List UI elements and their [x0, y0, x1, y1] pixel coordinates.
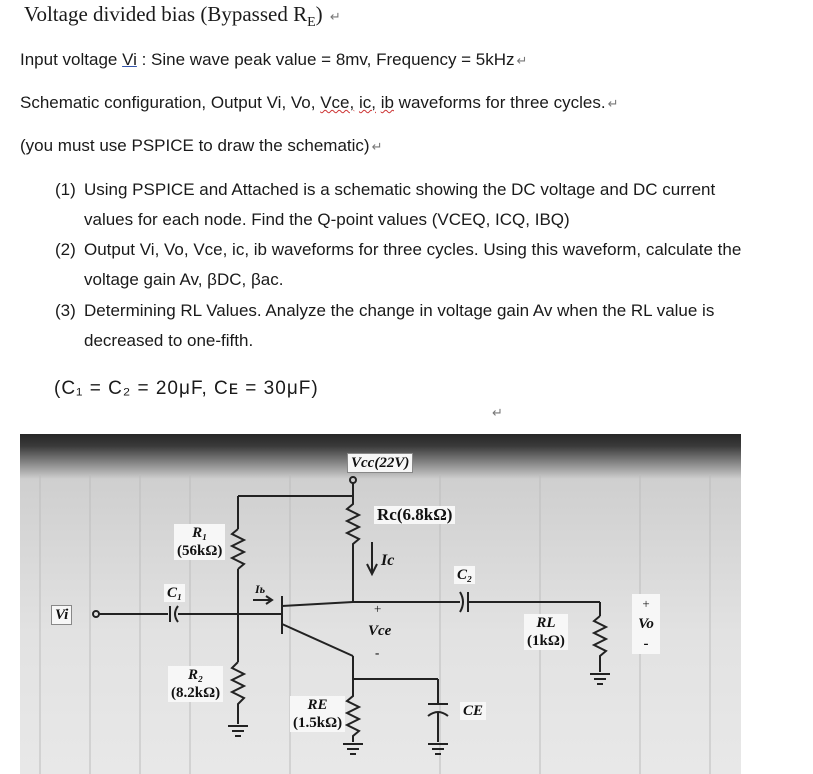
re-label: RE (1.5kΩ) [290, 696, 345, 732]
pspice-note-line [20, 136, 383, 156]
question-text: Determining RL Values. Analyze the change in voltage gain Av when the RL value is decreased to one-fifth. [84, 301, 715, 350]
question-number: (2) [55, 240, 76, 259]
line1-vi: Vi [122, 50, 137, 69]
vi-label: Vi [51, 605, 72, 625]
ce-label: CE [460, 702, 486, 720]
question-number: (3) [55, 301, 76, 320]
line1-suffix: : Sine wave peak value = 8mv, Frequency = 5kHz [136, 50, 515, 69]
return-icon: ↵ [516, 53, 528, 68]
title-subscript: E [307, 15, 316, 31]
vce-plus: + [374, 601, 382, 616]
capacitor-values: (C₁ = C₂ = 20μF, Cᴇ = 30μF) [54, 378, 319, 399]
ib-label: Iь [255, 582, 266, 596]
c2-label: C₂ [454, 566, 475, 584]
return-icon: ↵ [607, 96, 619, 111]
vce-minus: - [375, 645, 380, 660]
rc-label: Rc(6.8kΩ) [374, 506, 455, 524]
input-voltage-line [20, 50, 527, 70]
question-1 [55, 175, 755, 235]
c1-label: C₁ [164, 584, 185, 602]
line2-suffix: waveforms for three cycles. [393, 93, 606, 112]
question-text: Using PSPICE and Attached is a schematic showing the DC voltage and DC current values for each node. Find the Q-point values (VCEQ, ICQ, IBQ) [84, 180, 716, 229]
rl-label: RL (1kΩ) [524, 614, 568, 650]
return-icon: ↵ [371, 139, 383, 154]
schematic-photo [20, 434, 741, 774]
ic-label: Ic [381, 552, 395, 569]
line2-vce: Vce, [320, 93, 355, 112]
r2-label: R₂ (8.2kΩ) [168, 666, 223, 702]
vce-label: Vce [368, 623, 392, 639]
vo-label: + Vo - [632, 594, 660, 654]
r1-label: R₁ (56kΩ) [174, 524, 225, 560]
question-number: (1) [55, 180, 76, 199]
page-title [24, 2, 341, 31]
line2-ib: ib [380, 93, 394, 112]
return-icon: ↵ [492, 405, 503, 420]
line2-prefix: Schematic configuration, Output Vi, Vo, [20, 93, 321, 112]
question-text: Output Vi, Vo, Vce, ic, ib waveforms for three cycles. Using this waveform, calculate the voltage gain Av, βDC, βac. [84, 240, 742, 289]
title-text: Voltage divided bias (Bypassed R [24, 2, 308, 26]
question-2 [55, 235, 755, 295]
line2-ic: ic, [358, 93, 376, 112]
return-icon: ↵ [329, 9, 341, 24]
title-end: ) [315, 2, 323, 26]
vcc-label: Vcc(22V) [347, 453, 413, 473]
question-3 [55, 296, 755, 356]
line3-text: (you must use PSPICE to draw the schematic) [20, 136, 370, 155]
line1-prefix: Input voltage [20, 50, 123, 69]
schematic-config-line [20, 93, 618, 113]
